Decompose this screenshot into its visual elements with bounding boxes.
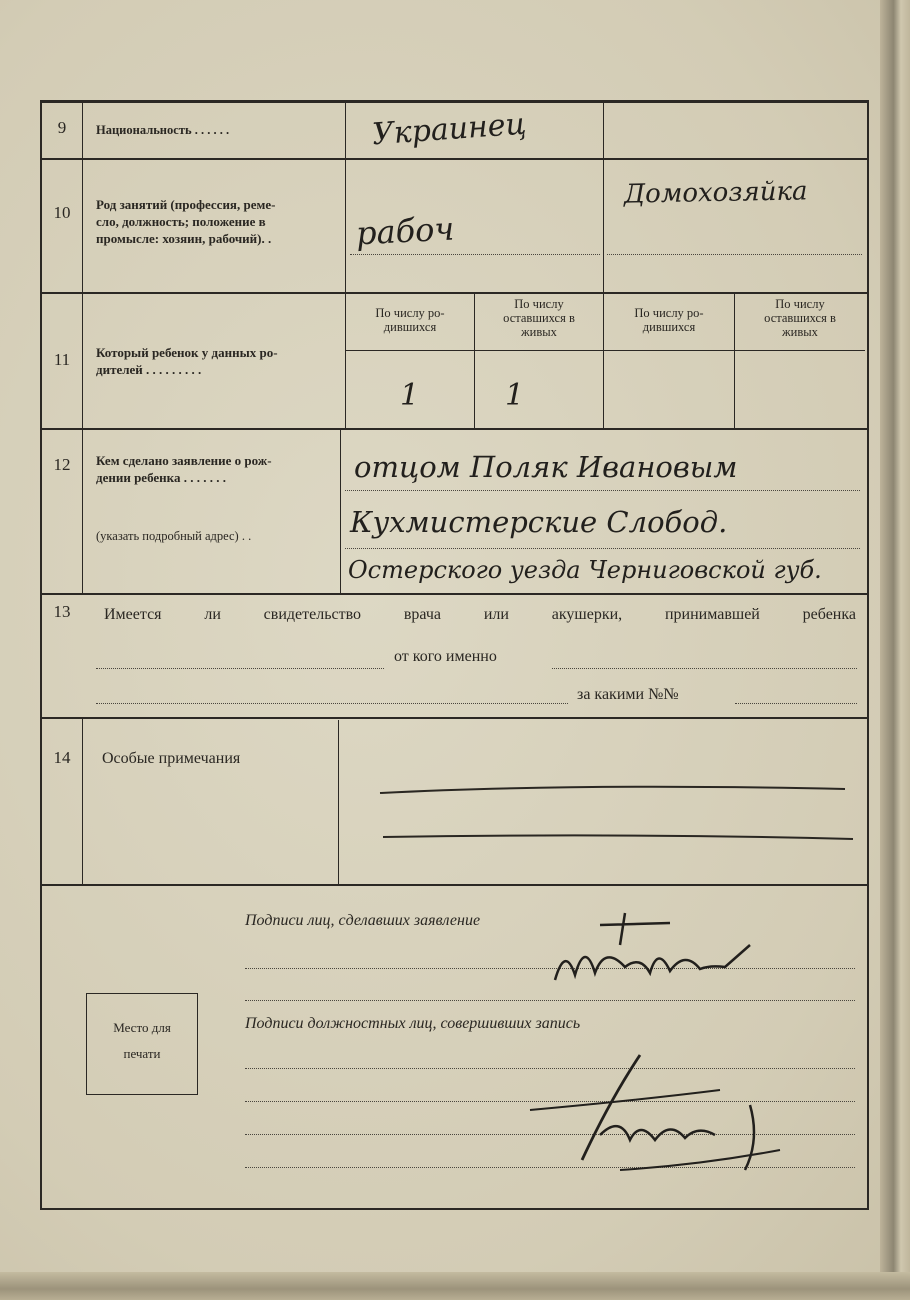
applicants-signature-label: Подписи лиц, сделавших заявление — [245, 912, 481, 929]
alive-count: 1 — [505, 378, 525, 413]
row-9-number: 9 — [57, 118, 67, 137]
page-edge-bottom — [0, 1272, 910, 1300]
col-alive-2: По числу оставшихся в живых — [764, 297, 836, 339]
row-14-label: Особые примечания — [102, 750, 241, 767]
stamp-line-2: печати — [123, 1046, 161, 1061]
row-12-label: Кем сделано заявление о рож- дении ребенка . . . . . . . — [96, 453, 272, 485]
row-11-label: Который ребенок у данных ро- дителей . . . . . . . . . — [96, 345, 278, 377]
row-11-number: 11 — [53, 350, 71, 369]
row-10-value-right: Домохозяйка — [623, 176, 808, 210]
stamp-line-1: Место для — [113, 1020, 171, 1035]
row-9-label: Национальность . . . . . . — [96, 123, 230, 137]
col-born-2: По числу ро- дившихся — [634, 306, 704, 334]
row-12-number: 12 — [53, 455, 71, 474]
row-13-numbers: за какими №№ — [577, 686, 679, 703]
row-10-value-left: рабоч — [355, 209, 456, 253]
row-13-question: Имеется ли свидетельство врача или акушерки, принимавшей ребенка — [104, 606, 856, 623]
born-count: 1 — [400, 378, 420, 413]
stamp-placeholder — [86, 993, 198, 1095]
row-9-value: Украинец — [370, 106, 528, 153]
col-alive-1: По числу оставшихся в живых — [503, 297, 575, 339]
row-12-address-label: (указать подробный адрес) . . — [96, 529, 252, 543]
row-14-number: 14 — [53, 748, 71, 767]
row-12-address-2: Остерского уезда Черниговской губ. — [348, 556, 822, 584]
row-13-number: 13 — [53, 602, 71, 621]
row-12-applicant: отцом Поляк Ивановым — [354, 450, 738, 484]
row-12-address-1: Кухмистерские Слобод. — [350, 505, 728, 539]
col-born-1: По числу ро- дившихся — [375, 306, 445, 334]
applicant-signature — [540, 905, 820, 995]
officials-signature-label: Подписи должностных лиц, совершивших запись — [245, 1015, 581, 1032]
row-13-from-whom: от кого именно — [394, 648, 497, 665]
row-10-number: 10 — [53, 203, 71, 222]
page-edge — [880, 0, 910, 1300]
official-signature — [520, 1040, 820, 1180]
row-14-dash-lines — [375, 775, 855, 855]
row-10-label: Род занятий (профессия, реме- сло, должность; положение в промысле: хозяин, рабочий). . — [96, 197, 276, 246]
